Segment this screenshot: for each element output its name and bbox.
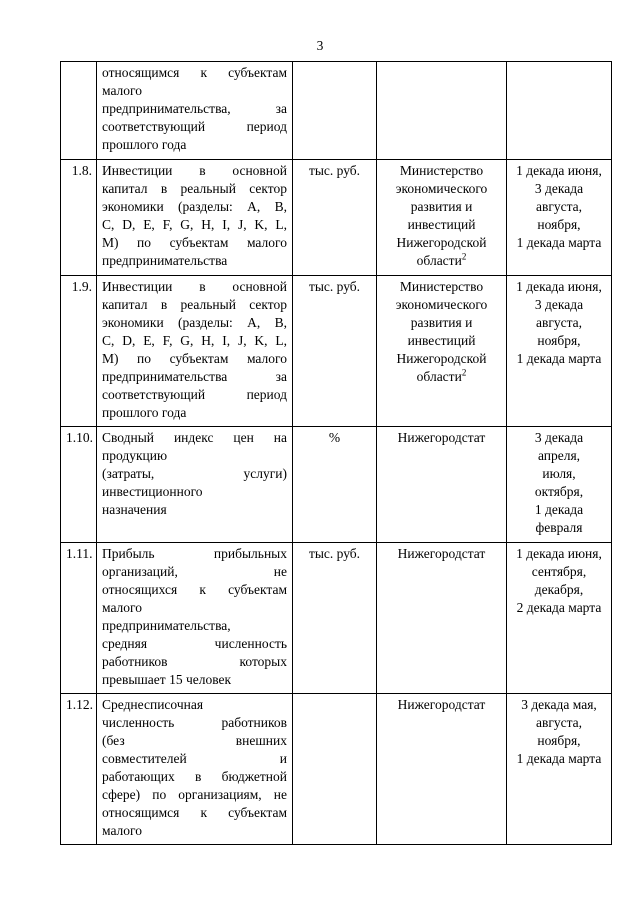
submission-terms bbox=[507, 62, 612, 160]
data-source-line: инвестиций bbox=[407, 333, 476, 348]
table-row bbox=[61, 543, 612, 694]
submission-term-line: апреля, bbox=[537, 448, 581, 463]
indicator-name-line: продукцию bbox=[102, 448, 168, 463]
data-source-line: экономического bbox=[395, 297, 488, 312]
indicator-name-line: Сводный индекс цен на bbox=[102, 430, 287, 445]
submission-terms bbox=[507, 694, 612, 845]
data-source-line: Нижегородской bbox=[396, 351, 487, 366]
data-source-line: области$^2$ bbox=[416, 367, 467, 384]
submission-term-line: сентября, bbox=[531, 564, 587, 579]
submission-terms bbox=[507, 543, 612, 694]
indicator-name-line: (без внешних bbox=[102, 733, 287, 748]
indicator-name-line: прошлого года bbox=[102, 137, 187, 152]
row-number: 1.8. bbox=[61, 160, 97, 276]
data-source bbox=[377, 62, 507, 160]
table-body bbox=[61, 62, 612, 845]
submission-term-line: августа, bbox=[535, 315, 583, 330]
submission-term-line: августа, bbox=[535, 715, 583, 730]
submission-term-line: 1 декада марта bbox=[516, 235, 602, 250]
submission-term-line: 3 декада мая, bbox=[521, 697, 597, 712]
submission-term-line: 3 декада bbox=[534, 297, 584, 312]
indicator-name bbox=[97, 160, 293, 276]
unit-of-measure bbox=[293, 62, 377, 160]
table-row bbox=[61, 427, 612, 543]
data-source-line: инвестиций bbox=[407, 217, 476, 232]
submission-term-line: 1 декада июня, bbox=[516, 279, 602, 294]
table-row bbox=[61, 694, 612, 845]
submission-term-line: 1 декада июня, bbox=[516, 163, 602, 178]
page-number: 3 bbox=[316, 38, 324, 53]
data-source-line: Министерство bbox=[399, 163, 484, 178]
indicator-name-line: превышает 15 человек bbox=[102, 672, 232, 687]
indicator-name bbox=[97, 62, 293, 160]
indicator-name-line: экономики (разделы: A, B, bbox=[102, 199, 287, 214]
indicator-name-line: относящихся к субъектам bbox=[102, 582, 287, 597]
data-source-line: экономического bbox=[395, 181, 488, 196]
indicator-name-line: (затраты, услуги) bbox=[102, 466, 287, 481]
indicator-name-line: капитал в реальный сектор bbox=[102, 181, 287, 196]
footnote-mark: 2 bbox=[461, 251, 467, 262]
submission-term-line: ноября, bbox=[537, 733, 581, 748]
unit-of-measure: % bbox=[293, 427, 377, 543]
row-number: 1.11. bbox=[61, 543, 97, 694]
submission-term-line: 2 декада марта bbox=[516, 600, 602, 615]
footnote-mark: 2 bbox=[461, 367, 467, 378]
data-source-line: области$^2$ bbox=[416, 251, 467, 268]
submission-terms bbox=[507, 427, 612, 543]
indicator-name-line: организаций, не bbox=[102, 564, 287, 579]
indicator-name-line: инвестиционного bbox=[102, 484, 203, 499]
indicator-name-line: экономики (разделы: A, B, bbox=[102, 315, 287, 330]
indicator-name-line: средняя численность bbox=[102, 636, 287, 651]
indicators-table bbox=[60, 61, 612, 845]
submission-terms bbox=[507, 160, 612, 276]
indicator-name-line: предпринимательства, за bbox=[102, 101, 287, 116]
indicator-name-line: сфере) по организациям, не bbox=[102, 787, 287, 802]
indicator-name-line: предпринимательства, bbox=[102, 618, 231, 633]
unit-of-measure bbox=[293, 694, 377, 845]
row-number: 1.10. bbox=[61, 427, 97, 543]
submission-term-line: декабря, bbox=[534, 582, 584, 597]
data-source-line: Нижегородской bbox=[396, 235, 487, 250]
data-source bbox=[377, 160, 507, 276]
indicator-name-line: C, D, E, F, G, H, I, J, K, L, bbox=[102, 217, 287, 232]
indicator-name-line: численность работников bbox=[102, 715, 287, 730]
indicator-name-line: Среднесписочная bbox=[102, 697, 204, 712]
submission-term-line: июля, bbox=[542, 466, 576, 481]
data-source-line: Министерство bbox=[399, 279, 484, 294]
submission-term-line: ноября, bbox=[537, 333, 581, 348]
indicator-name-line: M) по субъектам малого bbox=[102, 235, 287, 250]
indicator-name-line: Инвестиции в основной bbox=[102, 163, 287, 178]
indicator-name-line: соответствующий период bbox=[102, 387, 287, 402]
indicator-name-line: малого bbox=[102, 600, 142, 615]
indicator-name bbox=[97, 276, 293, 427]
indicator-name-line: назначения bbox=[102, 502, 167, 517]
submission-term-line: февраля bbox=[535, 520, 583, 535]
indicator-name-line: работников которых bbox=[102, 654, 287, 669]
indicator-name-line: малого bbox=[102, 823, 142, 838]
indicator-name-line: относящимся к субъектам bbox=[102, 65, 287, 80]
submission-term-line: 1 декада bbox=[534, 502, 584, 517]
submission-term-line: 3 декада bbox=[534, 181, 584, 196]
row-number: 1.12. bbox=[61, 694, 97, 845]
indicator-name-line: Прибыль прибыльных bbox=[102, 546, 287, 561]
indicator-name-line: относящимся к субъектам bbox=[102, 805, 287, 820]
data-source bbox=[377, 543, 507, 694]
data-source-line: развития и bbox=[410, 315, 473, 330]
submission-term-line: ноября, bbox=[537, 217, 581, 232]
indicator-name-line: Инвестиции в основной bbox=[102, 279, 287, 294]
submission-term-line: 3 декада bbox=[534, 430, 584, 445]
row-number bbox=[61, 62, 97, 160]
indicator-name-line: совместителей и bbox=[102, 751, 287, 766]
data-source-line: Нижегородстат bbox=[397, 430, 486, 445]
indicator-name-line: предпринимательства за bbox=[102, 369, 287, 384]
submission-term-line: октября, bbox=[534, 484, 584, 499]
unit-of-measure: тыс. руб. bbox=[293, 160, 377, 276]
table-row bbox=[61, 160, 612, 276]
data-source-line: Нижегородстат bbox=[397, 546, 486, 561]
indicator-name-line: прошлого года bbox=[102, 405, 187, 420]
table-row bbox=[61, 276, 612, 427]
table-row bbox=[61, 62, 612, 160]
data-source-line: развития и bbox=[410, 199, 473, 214]
indicator-name-line: предпринимательства bbox=[102, 253, 228, 268]
row-number: 1.9. bbox=[61, 276, 97, 427]
indicator-name bbox=[97, 694, 293, 845]
indicator-name bbox=[97, 427, 293, 543]
indicator-name-line: C, D, E, F, G, H, I, J, K, L, bbox=[102, 333, 287, 348]
submission-term-line: 1 декада марта bbox=[516, 751, 602, 766]
submission-terms bbox=[507, 276, 612, 427]
indicator-name-line: работающих в бюджетной bbox=[102, 769, 287, 784]
data-source bbox=[377, 427, 507, 543]
indicator-name bbox=[97, 543, 293, 694]
indicator-name-line: малого bbox=[102, 83, 142, 98]
indicator-name-line: капитал в реальный сектор bbox=[102, 297, 287, 312]
unit-of-measure: тыс. руб. bbox=[293, 543, 377, 694]
unit-of-measure: тыс. руб. bbox=[293, 276, 377, 427]
data-source bbox=[377, 276, 507, 427]
indicator-name-line: соответствующий период bbox=[102, 119, 287, 134]
data-source bbox=[377, 694, 507, 845]
submission-term-line: августа, bbox=[535, 199, 583, 214]
data-source-line: Нижегородстат bbox=[397, 697, 486, 712]
submission-term-line: 1 декада июня, bbox=[516, 546, 602, 561]
submission-term-line: 1 декада марта bbox=[516, 351, 602, 366]
indicator-name-line: M) по субъектам малого bbox=[102, 351, 287, 366]
